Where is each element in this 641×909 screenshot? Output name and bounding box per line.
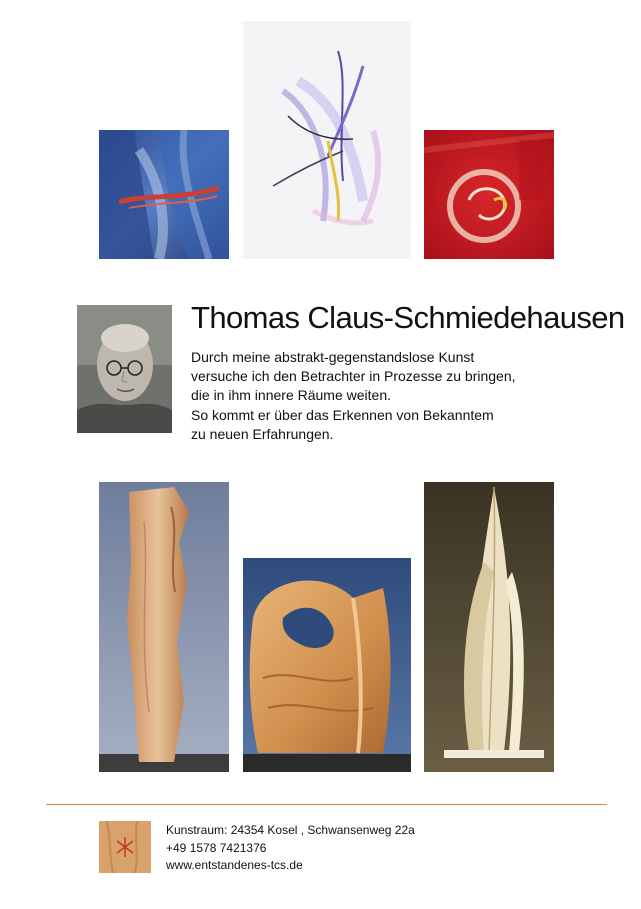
sculpture-curved-wood	[243, 558, 411, 772]
logo-wood-tile-icon	[99, 821, 151, 873]
footer-divider	[46, 804, 607, 805]
statement-line: zu neuen Erfahrungen.	[191, 425, 334, 442]
painting-blue-abstract	[99, 130, 229, 259]
footer-address: Kunstraum: 24354 Kosel , Schwansenweg 22a	[166, 823, 415, 837]
painting-pastel-lines	[243, 21, 411, 259]
footer-contact	[166, 822, 415, 875]
statement-line: versuche ich den Betrachter in Prozesse zu bringen,	[191, 368, 516, 385]
sculpture-light-spire	[424, 482, 554, 772]
footer-phone[interactable]: +49 1578 7421376	[166, 840, 267, 855]
artist-portrait-photo	[77, 305, 172, 433]
artist-statement	[191, 348, 516, 444]
statement-line: So kommt er über das Erkennen von Bekanntem	[191, 406, 494, 423]
artist-name-heading: Thomas Claus-Schmiedehausen	[191, 300, 625, 335]
statement-line: die in ihm innere Räume weiten.	[191, 387, 391, 404]
statement-line: Durch meine abstrakt-gegenstandslose Kunst	[191, 349, 475, 365]
footer-website-link[interactable]: www.entstandenes-tcs.de	[166, 858, 303, 872]
painting-red-spiral	[424, 130, 554, 259]
sculpture-tall-wood	[99, 482, 229, 772]
